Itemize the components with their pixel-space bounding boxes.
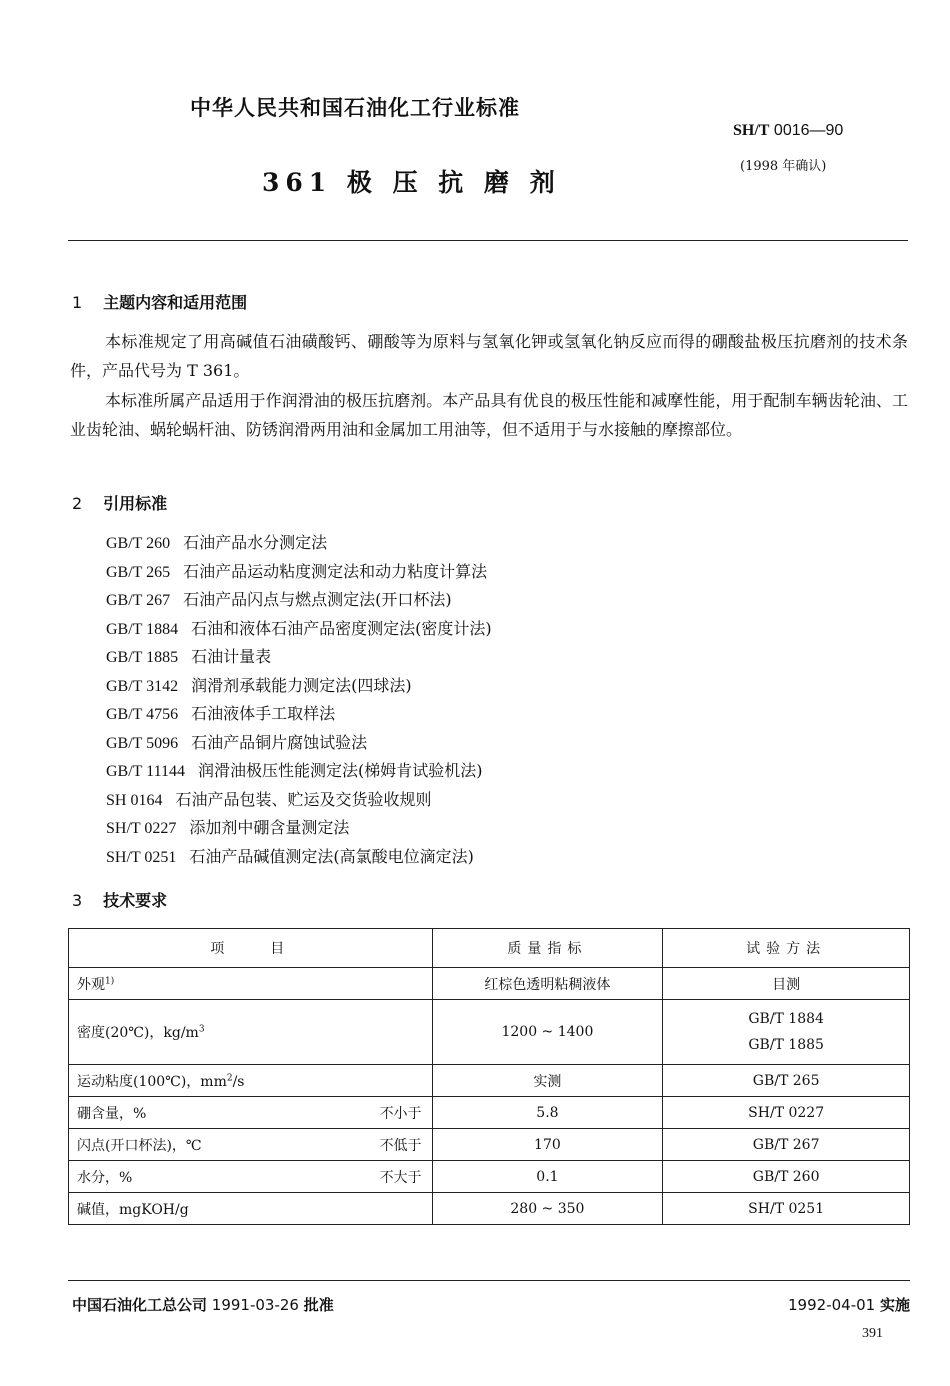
list-item — [106, 731, 492, 760]
approval-line — [72, 1294, 334, 1315]
reference-code: GB/T 260 — [106, 535, 171, 552]
spec-cell: 1200 ~ 1400 — [432, 1000, 663, 1065]
method-cell — [663, 1000, 910, 1065]
method-cell: 目测 — [663, 968, 910, 1000]
spec-cell: 实测 — [432, 1065, 663, 1097]
item-cell — [69, 1161, 433, 1193]
spec-cell: 170 — [432, 1129, 663, 1161]
list-item — [106, 560, 492, 589]
item-name: 运动粘度(100℃)，mm — [77, 1073, 227, 1090]
reference-code: GB/T 4756 — [106, 706, 179, 723]
reference-list — [106, 531, 492, 873]
section-number: 2 — [72, 494, 83, 513]
reference-code: GB/T 1885 — [106, 649, 179, 666]
list-item — [106, 845, 492, 874]
item-name: 密度(20℃)，kg/m — [77, 1025, 199, 1041]
reference-code: SH 0164 — [106, 791, 163, 809]
spec-cell: 5.8 — [432, 1097, 663, 1129]
section-title: 技术要求 — [103, 891, 168, 910]
reference-name: 石油产品包装、贮运及交货验收规则 — [175, 789, 432, 809]
implement-label: 实施 — [879, 1296, 910, 1314]
item-name: 碱值，mgKOH/g — [77, 1201, 189, 1218]
table-row — [69, 1065, 910, 1097]
section-1-heading — [72, 290, 247, 313]
reference-code: GB/T 265 — [106, 563, 171, 581]
reference-code: GB/T 267 — [106, 592, 171, 609]
list-item — [106, 816, 492, 845]
reference-code: SH/T 0251 — [106, 848, 177, 866]
standard-code — [733, 122, 843, 140]
method-line: GB/T 1885 — [748, 1037, 824, 1053]
method-cell: GB/T 267 — [663, 1129, 910, 1161]
item-name: 水分，% — [77, 1169, 133, 1186]
reference-name: 石油产品运动粘度测定法和动力粘度计算法 — [183, 561, 488, 581]
reference-name: 石油产品碱值测定法(高氯酸电位滴定法) — [189, 846, 474, 866]
spec-cell: 280 ~ 350 — [432, 1193, 663, 1225]
issuing-organization: 中华人民共和国石油化工行业标准 — [190, 96, 520, 120]
table-row — [69, 1193, 910, 1225]
section-title: 主题内容和适用范围 — [103, 293, 248, 312]
table-row — [69, 1129, 910, 1161]
list-item — [106, 617, 492, 646]
reference-code: GB/T 3142 — [106, 677, 179, 695]
method-line: GB/T 1884 — [748, 1011, 824, 1027]
item-cell — [69, 1097, 433, 1129]
spec-cell: 0.1 — [432, 1161, 663, 1193]
item-name: 外观 — [77, 976, 105, 993]
technical-requirements-table — [68, 928, 910, 1225]
reference-code: GB/T 5096 — [106, 734, 179, 752]
section-1-paragraph-2: 本标准所属产品适用于作润滑油的极压抗磨剂。本产品具有优良的极压性能和减摩性能，用于配制车辆齿轮油、工业齿轮油、蜗轮蜗杆油、防锈润滑两用油和金属加工用油等，但不适用于与水接触的摩擦部位。 — [70, 391, 908, 439]
confirmation-note: (1998 年确认) — [740, 159, 827, 174]
list-item — [106, 702, 492, 731]
method-cell: SH/T 0251 — [663, 1193, 910, 1225]
method-cell: SH/T 0227 — [663, 1097, 910, 1129]
header-divider — [68, 240, 908, 241]
section-number: 1 — [72, 293, 83, 312]
item-cell — [69, 1000, 433, 1065]
item-cell — [69, 1129, 433, 1161]
spec-cell: 红棕色透明粘稠液体 — [432, 968, 663, 1000]
column-header: 试验方法 — [663, 929, 910, 968]
method-cell: GB/T 265 — [663, 1065, 910, 1097]
list-item — [106, 759, 492, 788]
standard-number: 0016—90 — [773, 122, 844, 139]
item-name-suffix: /s — [232, 1073, 245, 1090]
method-cell: GB/T 260 — [663, 1161, 910, 1193]
table-row — [69, 1161, 910, 1193]
reference-code: GB/T 11144 — [106, 763, 185, 780]
footnote-marker: 1) — [105, 975, 115, 986]
section-2-heading — [72, 491, 167, 514]
reference-name: 石油产品水分测定法 — [183, 533, 328, 552]
table-row — [69, 968, 910, 1000]
column-header: 项 目 — [69, 929, 433, 968]
list-item — [106, 645, 492, 674]
implement-date: 1992-04-01 — [788, 1296, 876, 1314]
reference-code: GB/T 1884 — [106, 620, 179, 638]
reference-name: 石油产品闪点与燃点测定法(开口杯法) — [183, 590, 452, 609]
reference-name: 石油和液体石油产品密度测定法(密度计法) — [191, 618, 492, 638]
implementation-line — [788, 1294, 910, 1315]
section-title: 引用标准 — [103, 494, 168, 513]
superscript: 3 — [198, 1024, 205, 1035]
superscript: 2 — [226, 1072, 233, 1083]
section-number: 3 — [72, 891, 83, 910]
approve-date: 1991-03-26 — [211, 1296, 299, 1314]
approve-label: 批准 — [303, 1296, 334, 1314]
table-row — [69, 1000, 910, 1065]
list-item — [106, 531, 492, 560]
item-name: 硼含量，% — [77, 1105, 147, 1122]
reference-name: 添加剂中硼含量测定法 — [189, 818, 350, 837]
footer-divider — [68, 1280, 910, 1281]
reference-name: 石油计量表 — [191, 647, 272, 666]
item-cell — [69, 1065, 433, 1097]
list-item — [106, 674, 492, 703]
item-qualifier: 不低于 — [379, 1137, 422, 1154]
approver: 中国石油化工总公司 — [72, 1296, 208, 1314]
section-3-heading — [72, 888, 167, 911]
reference-code: SH/T 0227 — [106, 820, 177, 837]
item-cell — [69, 1193, 433, 1225]
item-cell — [69, 968, 433, 1000]
table-header-row — [69, 929, 910, 968]
page-number: 391 — [862, 1326, 883, 1341]
reference-name: 润滑剂承载能力测定法(四球法) — [191, 675, 412, 695]
reference-name: 润滑油极压性能测定法(梯姆肯试验机法) — [197, 761, 483, 780]
table-row — [69, 1097, 910, 1129]
item-qualifier: 不小于 — [379, 1105, 422, 1122]
section-1-paragraph-1: 本标准规定了用高碱值石油磺酸钙、硼酸等为原料与氢氧化钾或氢氧化钠反应而得的硼酸盐极压抗磨剂的技术条件，产品代号为 T 361。 — [70, 332, 908, 380]
list-item — [106, 588, 492, 617]
column-header: 质量指标 — [432, 929, 663, 968]
reference-name: 石油液体手工取样法 — [191, 704, 336, 723]
reference-name: 石油产品铜片腐蚀试验法 — [191, 732, 368, 752]
standard-code-prefix: SH/T — [733, 122, 770, 139]
item-name: 闪点(开口杯法)，℃ — [77, 1137, 202, 1154]
list-item — [106, 788, 492, 817]
document-title: 361 极 压 抗 磨 剂 — [262, 168, 561, 197]
item-qualifier: 不大于 — [379, 1169, 422, 1186]
